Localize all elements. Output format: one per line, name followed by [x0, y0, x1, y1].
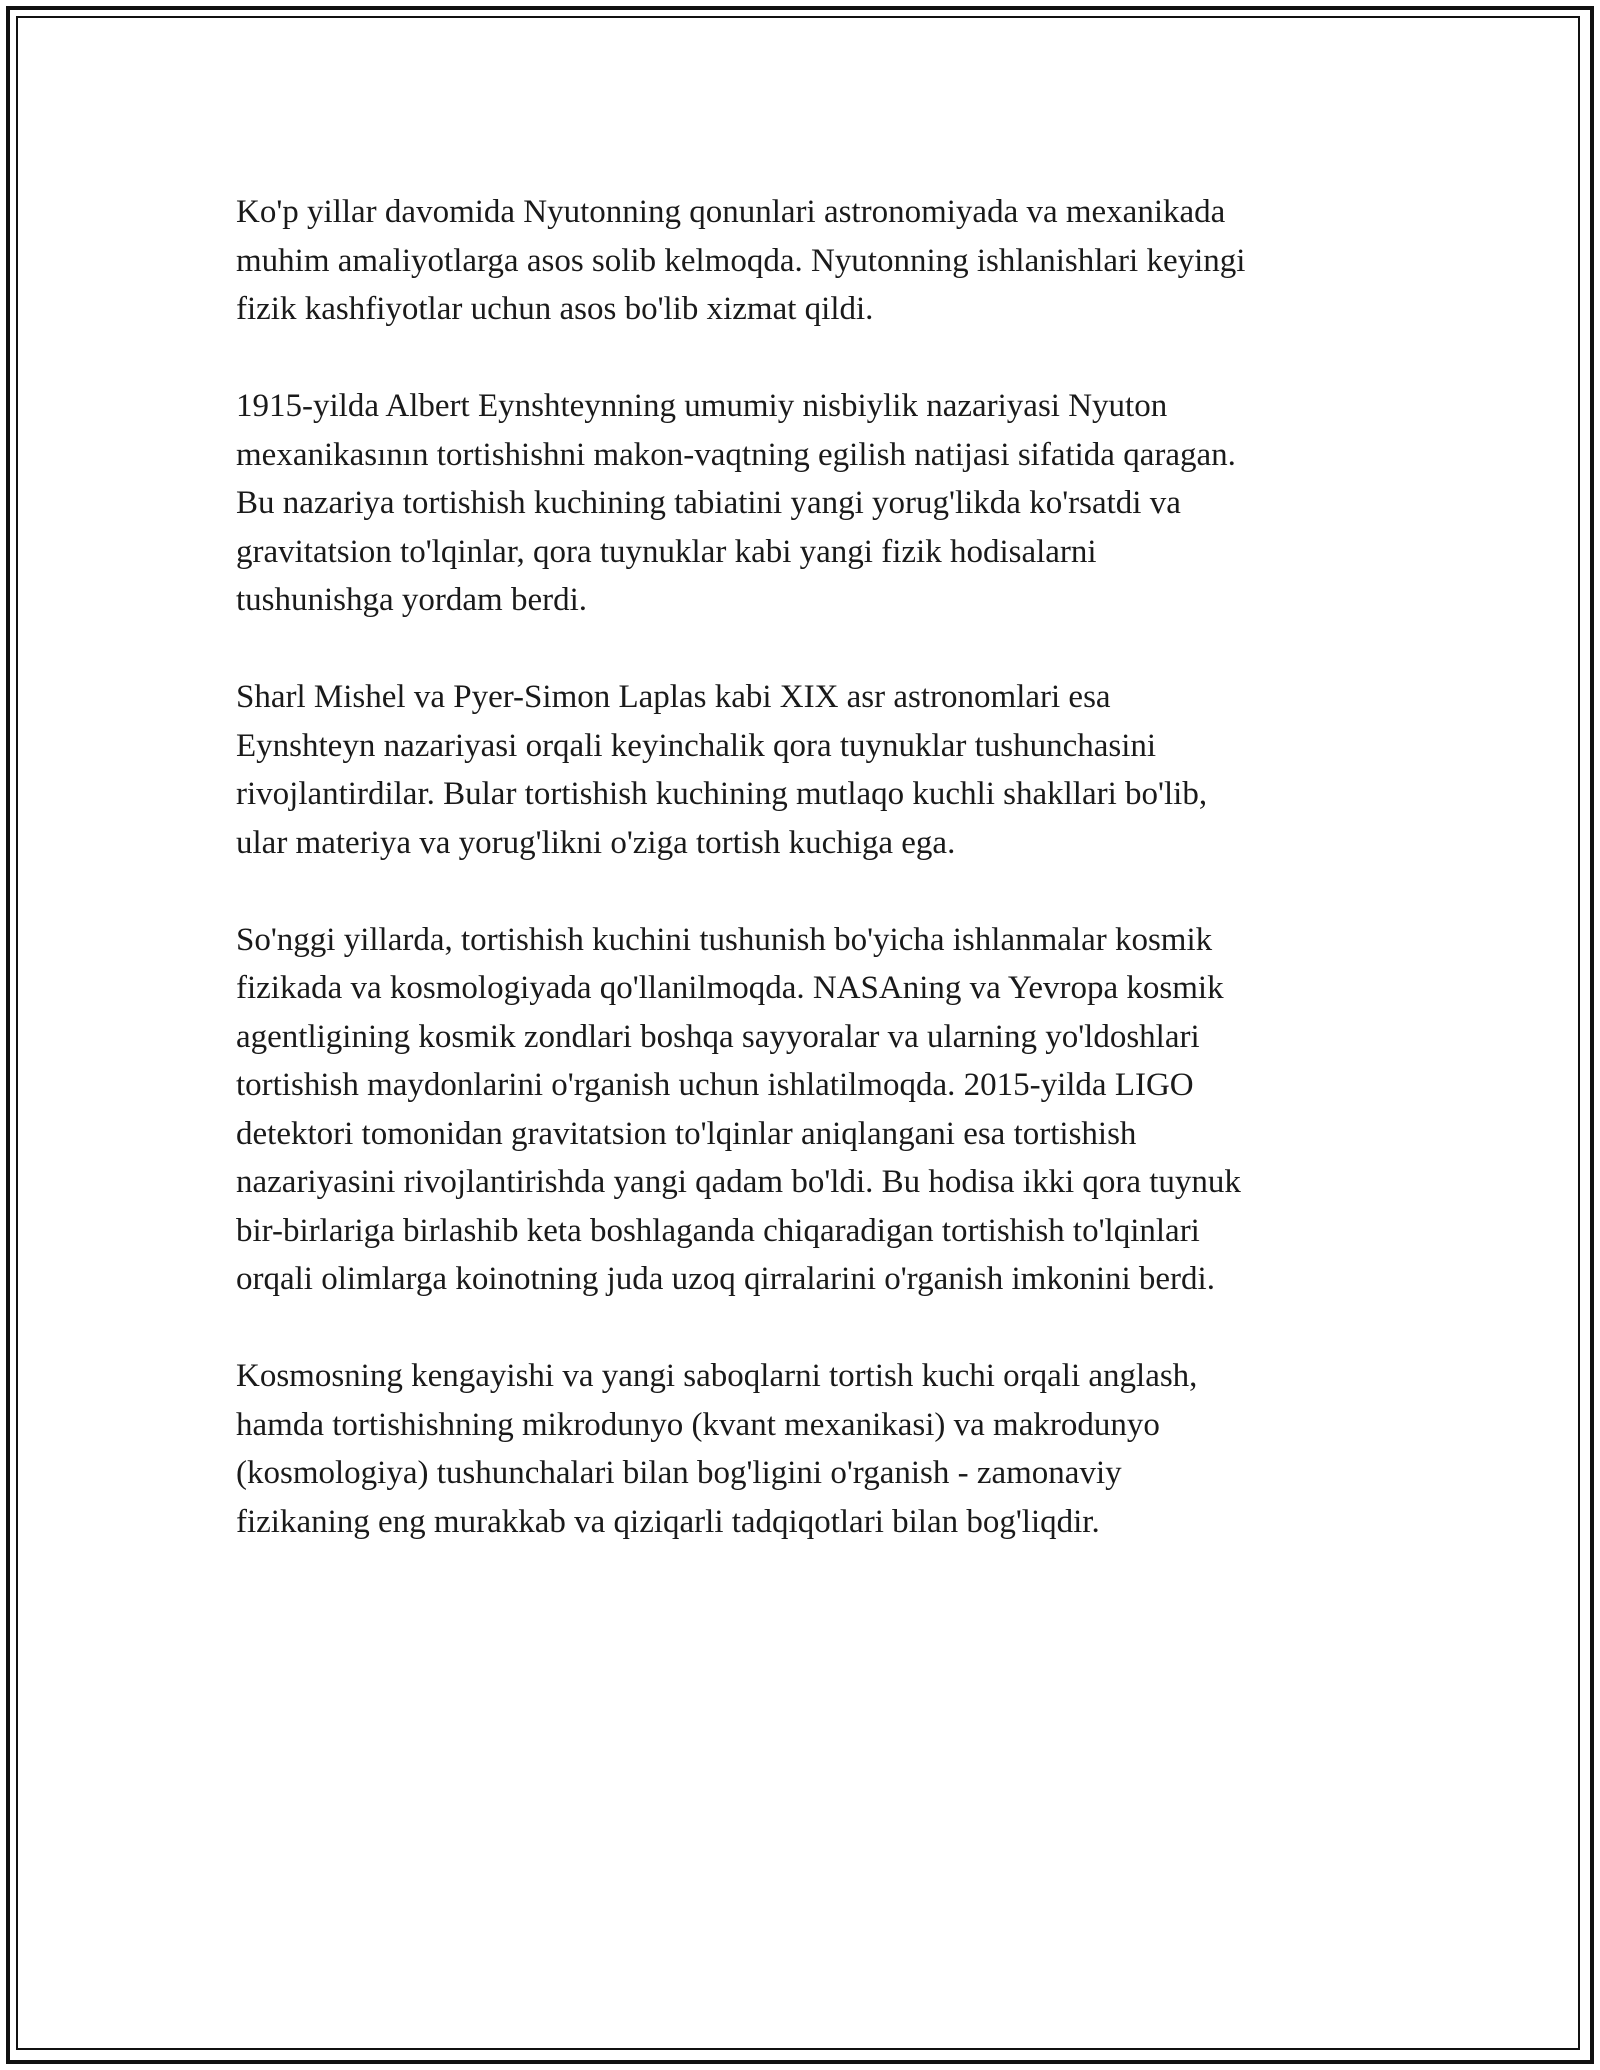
document-body: [236, 188, 1366, 1595]
paragraph-4: So'nggi yillarda, tortishish kuchini tushunish bo'yicha ishlanmalar kosmik fizikada va kosmologiyada qo'llanilmoqda. NASAning va Yevropa kosmik agentligining kosmik zondlari boshqa sayyoralar va ularning yo'ldoshlari tortishish maydonlarini o'rganish uchun ishlatilmoqda. 2015-yilda LIGO detektori tomonidan gravitatsion to'lqinlar aniqlangani esa tortishish nazariyasini rivojlantirishda yangi qadam bo'ldi. Bu hodisa ikki qora tuynuk bir-birlariga birlashib keta boshlaganda chiqaradigan tortishish to'lqinlari orqali olimlarga koinotning juda uzoq qirralarini o'rganish imkonini berdi.: [236, 921, 1241, 1297]
paragraph-5: Kosmosning kengayishi va yangi saboqlarni tortish kuchi orqali anglash, hamda tortishishning mikrodunyo (kvant mexanikasi) va makrodunyo (kosmologiya) tushunchalari bilan bog'ligini o'rganish - zamonaviy fizikaning eng murakkab va qiziqarli tadqiqotlari bilan bog'liqdir.: [236, 1358, 1198, 1540]
paragraph-1: Ko'p yillar davomida Nyutonning qonunlari astronomiyada va mexanikada muhim amaliyotlarga asos solib kelmoqda. Nyutonning ishlanishlari keyingi fizik kashfiyotlar uchun asos bo'lib xizmat qildi.: [236, 194, 1246, 327]
paragraph-3: Sharl Mishel va Pyer-Simon Laplas kabi XIX asr astronomlari esa Eynshteyn nazariyasi orqali keyinchalik qora tuynuklar tushunchasini rivojlantirdilar. Bular tortishish kuchining mutlaqo kuchli shakllari bo'lib, ular materiya va yorug'likni o'ziga tortish kuchiga ega.: [236, 679, 1208, 861]
paragraph-2: 1915-yilda Albert Eynshteynning umumiy nisbiylik nazariyasi Nyuton mexanikasının tortishishni makon-vaqtning egilish natijasi sifatida qaragan. Bu nazariya tortishish kuchining tabiatini yangi yorug'likda ko'rsatdi va gravitatsion to'lqinlar, qora tuynuklar kabi yangi fizik hodisalarni tushunishga yordam berdi.: [236, 388, 1236, 618]
